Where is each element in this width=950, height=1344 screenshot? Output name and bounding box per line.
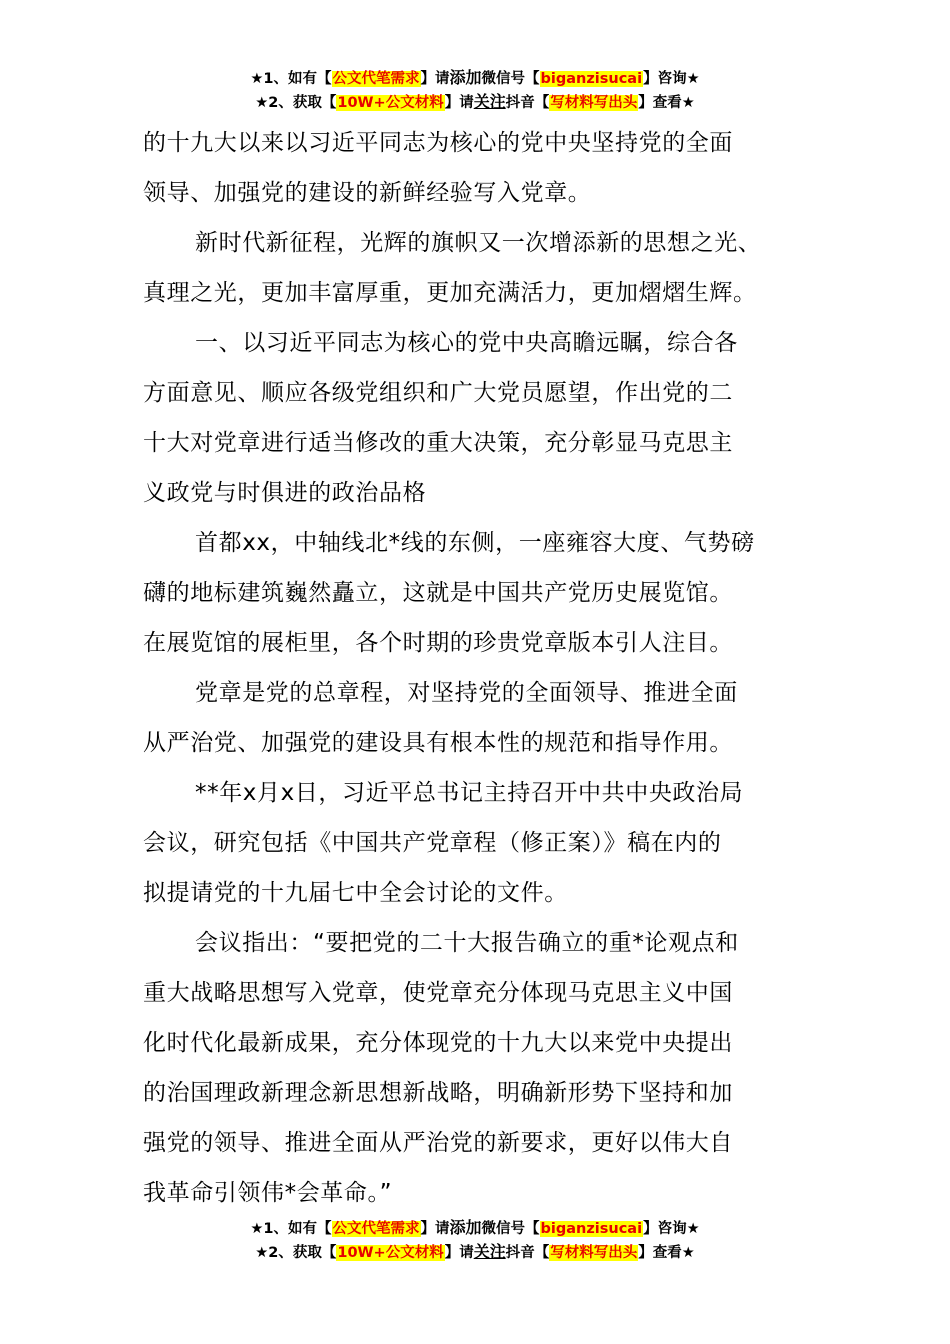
- body-line: 党章是党的总章程，对坚持党的全面领导、推进全面: [195, 680, 738, 706]
- body-line: 从严治党、加强党的建设具有根本性的规范和指导作用。: [143, 730, 733, 756]
- body-line: 化时代化最新成果，充分体现党的十九大以来党中央提出: [143, 1030, 733, 1056]
- body-line: **年x月x日，习近平总书记主持召开中共中央政治局: [195, 780, 744, 806]
- promo-highlight-wechat-id: biganzisucai: [540, 71, 643, 87]
- section-heading-line: 一、以习近平同志为核心的党中央高瞻远瞩，综合各: [195, 330, 738, 356]
- body-line: 新时代新征程，光辉的旗帜又一次增添新的思想之光、: [195, 230, 762, 256]
- body-line: 在展览馆的展柜里，各个时期的珍贵党章版本引人注目。: [143, 630, 733, 656]
- promo-text: 】请: [444, 1245, 474, 1261]
- promo-text: 抖音【: [505, 1245, 550, 1261]
- promo-text: 】查看★: [638, 1245, 695, 1261]
- promo-emphasis: 关注: [473, 92, 506, 111]
- promo-highlight-douyin-id: 写材料写出头: [550, 1245, 638, 1261]
- body-line: 领导、加强党的建设的新鲜经验写入党章。: [143, 180, 592, 206]
- promo-line-1: [0, 66, 950, 90]
- promo-highlight: 公文代笔需求: [332, 1221, 420, 1237]
- promo-text: 】请: [420, 71, 450, 87]
- promo-text: 】咨询★: [643, 71, 700, 87]
- footer-promo-banner: [0, 1216, 950, 1264]
- promo-text: 微信号【: [481, 1221, 540, 1237]
- promo-highlight-wechat-id: biganzisucai: [540, 1221, 643, 1237]
- body-line: 重大战略思想写入党章，使党章充分体现马克思主义中国: [143, 980, 733, 1006]
- body-line: 会议指出：“要把党的二十大报告确立的重*论观点和: [195, 930, 739, 956]
- section-heading-line: 义政党与时俱进的政治品格: [143, 480, 427, 506]
- promo-text: 】查看★: [638, 95, 695, 111]
- promo-text: ★2、获取【: [255, 95, 337, 111]
- promo-text: 】请: [444, 95, 474, 111]
- promo-text: 】咨询★: [643, 1221, 700, 1237]
- promo-text: ★2、获取【: [255, 1245, 337, 1261]
- body-line: 拟提请党的十九届七中全会讨论的文件。: [143, 880, 568, 906]
- header-promo-banner: [0, 66, 950, 114]
- promo-line-2: [0, 90, 950, 114]
- promo-emphasis: 关注: [473, 1242, 506, 1261]
- body-line: 会议，研究包括《中国共产党章程（修正案）》稿在内的: [143, 830, 722, 856]
- promo-emphasis: 添加: [449, 68, 482, 87]
- body-line: 真理之光，更加丰富厚重，更加充满活力，更加熠熠生辉。: [143, 280, 757, 306]
- body-line: 礴的地标建筑巍然矗立，这就是中国共产党历史展览馆。: [143, 580, 733, 606]
- promo-text: ★1、如有【: [250, 1221, 332, 1237]
- promo-text: 微信号【: [481, 71, 540, 87]
- promo-line-2: [0, 1240, 950, 1264]
- promo-highlight: 公文代笔需求: [332, 71, 420, 87]
- body-line: 首都xx，中轴线北*线的东侧，一座雍容大度、气势磅: [195, 530, 755, 556]
- promo-highlight: 10W+公文材料: [337, 95, 444, 111]
- promo-emphasis: 添加: [449, 1218, 482, 1237]
- body-line: 我革命引领伟*会革命。”: [143, 1180, 393, 1206]
- section-heading-line: 十大对党章进行适当修改的重大决策，充分彰显马克思主: [143, 430, 733, 456]
- promo-line-1: [0, 1216, 950, 1240]
- promo-highlight: 10W+公文材料: [337, 1245, 444, 1261]
- body-line: 强党的领导、推进全面从严治党的新要求，更好以伟大自: [143, 1130, 733, 1156]
- section-heading-line: 方面意见、顺应各级党组织和广大党员愿望，作出党的二: [143, 380, 733, 406]
- promo-text: ★1、如有【: [250, 71, 332, 87]
- promo-highlight-douyin-id: 写材料写出头: [550, 95, 638, 111]
- promo-text: 抖音【: [505, 95, 550, 111]
- body-line: 的治国理政新理念新思想新战略，明确新形势下坚持和加: [143, 1080, 733, 1106]
- promo-text: 】请: [420, 1221, 450, 1237]
- body-line: 的十九大以来以习近平同志为核心的党中央坚持党的全面: [143, 130, 733, 156]
- document-body: [143, 118, 833, 1218]
